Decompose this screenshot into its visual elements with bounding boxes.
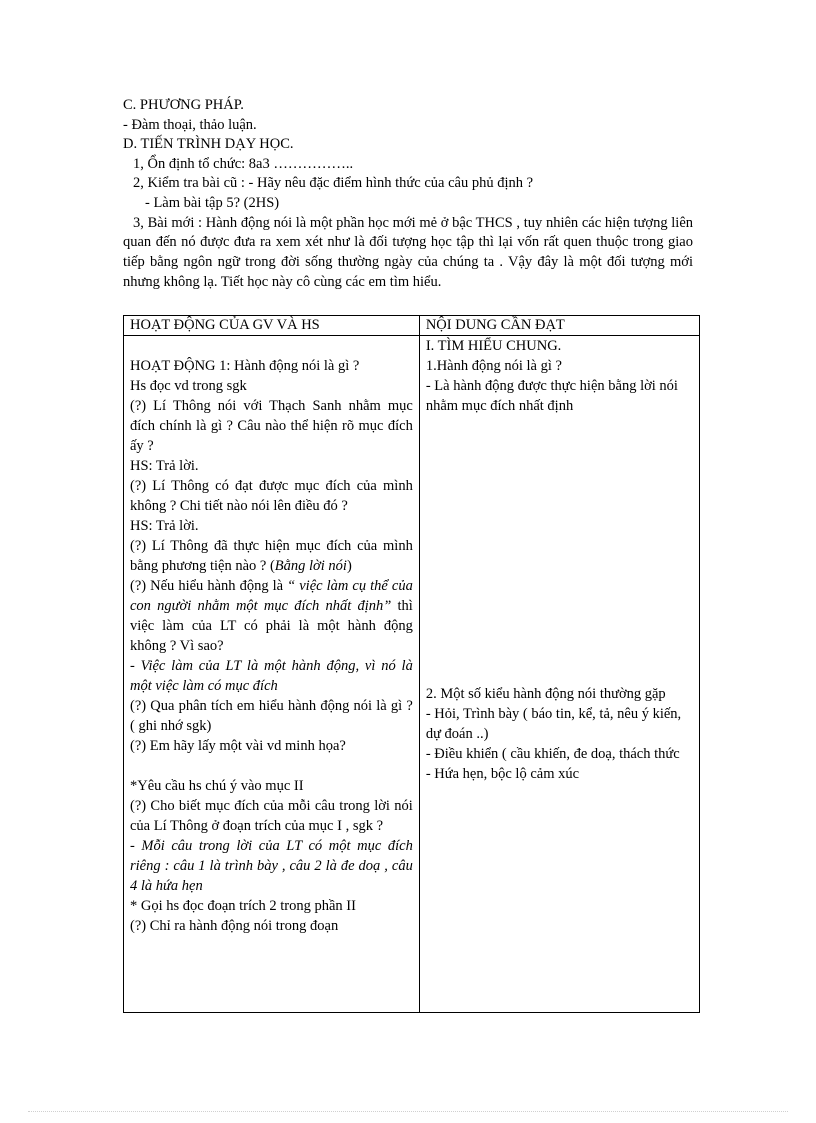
activity-column (124, 336, 420, 1013)
question-4 (130, 576, 413, 656)
read-excerpt-instruction: * Gọi hs đọc đoạn trích 2 trong phần II (130, 898, 356, 914)
blank-line (130, 756, 413, 776)
question-3 (130, 536, 413, 576)
question-3-text: (?) Lí Thông đã thực hiện mục đích của mình bằng phương tiện nào ? ( (130, 538, 413, 574)
header-content-to-achieve: NỘI DUNG CẦN ĐẠT (419, 316, 699, 336)
read-example-instruction: Hs đọc vd trong sgk (130, 378, 247, 394)
step-review-exercise: - Làm bài tập 5? (2HS) (145, 194, 280, 211)
lesson-table (123, 315, 700, 1013)
subsection-1-heading: 1.Hành động nói là gì ? (425, 358, 562, 374)
answer-7: - Mỗi câu trong lời của LT có một mục đích riêng : câu 1 là trình bày , câu 2 là đe doạ , câu 4 là hứa hẹn (130, 838, 413, 894)
speech-act-type-1: - Hỏi, Trình bày ( báo tin, kể, tả, nêu ý kiến, dự đoán ..) (425, 706, 682, 742)
subsection-2-heading: 2. Một số kiểu hành động nói thường gặp (425, 686, 666, 702)
content-column (419, 336, 699, 1013)
question-4-end: thì việc làm của LT có phải là một hành động không ? Vì sao? (130, 598, 413, 654)
section-1-heading: I. TÌM HIỂU CHUNG. (425, 338, 562, 354)
speech-act-definition: - Là hành động được thực hiện bằng lời nói nhằm mục đích nhất định (425, 378, 678, 414)
question-3-answer: Bằng lời nói (274, 558, 347, 574)
answer-2: HS: Trả lời. (130, 518, 199, 534)
table-row (124, 336, 700, 1013)
lesson-intro (123, 96, 693, 292)
question-8: (?) Chỉ ra hành động nói trong đoạn (130, 918, 339, 934)
section-2-request: *Yêu cầu hs chú ý vào mục II (130, 778, 304, 794)
question-7: (?) Cho biết mục đích của mỗi câu trong lời nói của Lí Thông ở đoạn trích của mục I , sgk ? (130, 798, 413, 834)
column-gap (426, 416, 693, 684)
answer-1: HS: Trả lời. (130, 458, 199, 474)
question-4-start: (?) Nếu hiểu hành động là (130, 578, 288, 594)
method-heading: C. PHƯƠNG PHÁP. (123, 97, 244, 113)
answer-4: - Việc làm của LT là một hành động, vì nó là một việc làm có mục đích (130, 658, 413, 694)
speech-act-type-2: - Điều khiển ( cầu khiến, đe doạ, thách thức (425, 746, 680, 762)
question-1: (?) Lí Thông nói với Thạch Sanh nhằm mục đích chính là gì ? Câu nào thể hiện rõ mục đích ấy ? (130, 398, 413, 454)
process-heading: D. TIẾN TRÌNH DẠY HỌC. (123, 136, 294, 153)
step-organize: 1, Ổn định tổ chức: 8a3 …………….. (133, 155, 354, 172)
speech-act-type-3: - Hứa hẹn, bộc lộ cảm xúc (425, 766, 580, 782)
step-new-lesson: 3, Bài mới : Hành động nói là một phần học mới mẻ ở bậc THCS , tuy nhiên các hiện tượng liên quan đến nó được đưa ra xem xét như là đối tượng học tập thì lại vốn rất quen thuộc trong giao tiếp bằng ngôn ngữ trong đời sống thường ngày của chúng ta . Vậy đây là một đối tượng mới nhưng không lạ. Tiết học này cô cùng các em tìm hiểu. (123, 214, 693, 290)
activity-1-heading: HOẠT ĐỘNG 1: Hành động nói là gì ? (130, 358, 360, 374)
table-header-row (124, 316, 700, 336)
question-2: (?) Lí Thông có đạt được mục đích của mình không ? Chi tiết nào nói lên điều đó ? (130, 478, 413, 514)
question-3-end: ) (346, 558, 352, 574)
page-bottom-border (28, 1111, 788, 1112)
question-6: (?) Em hãy lấy một vài vd minh họa? (130, 738, 346, 754)
question-5: (?) Qua phân tích em hiểu hành động nói là gì ? ( ghi nhớ sgk) (130, 698, 413, 734)
header-teacher-student-activity: HOẠT ĐỘNG CỦA GV VÀ HS (124, 316, 420, 336)
step-review: 2, Kiểm tra bài cũ : - Hãy nêu đặc điểm hình thức của câu phủ định ? (133, 175, 534, 192)
blank-line (130, 336, 413, 356)
method-text: - Đàm thoại, thảo luận. (123, 116, 257, 133)
question-4-quote: “ việc làm cụ thể của con người nhằm một mục đích nhất định” (130, 578, 413, 614)
